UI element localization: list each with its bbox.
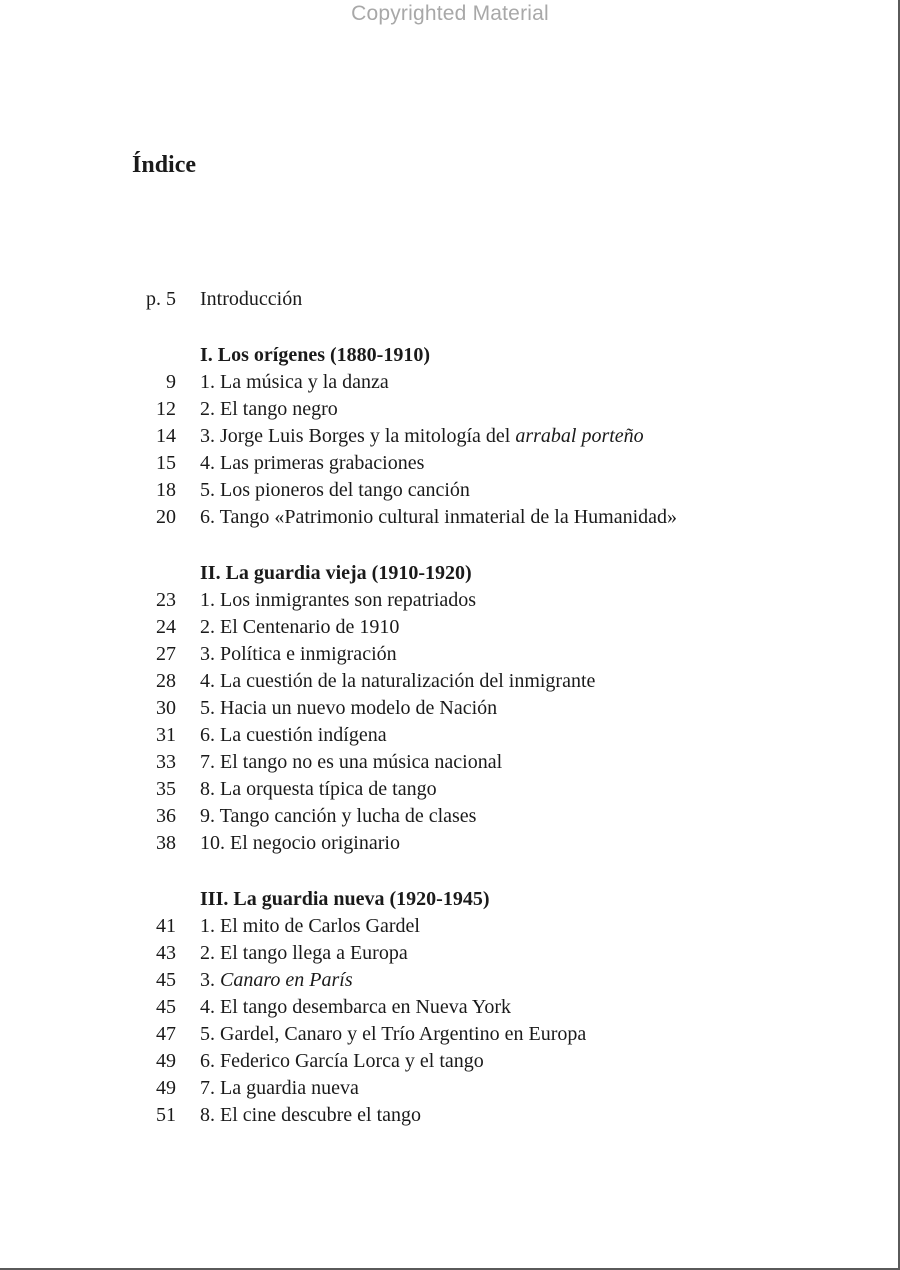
toc-entry[interactable] (0, 396, 900, 423)
toc-entry-title (200, 614, 399, 641)
toc-sections (0, 342, 900, 1129)
toc-entry[interactable] (0, 1021, 900, 1048)
toc-entry[interactable] (0, 722, 900, 749)
toc-entry[interactable] (0, 803, 900, 830)
toc-page-number: 51 (156, 1104, 176, 1126)
section-heading[interactable]: I. Los orígenes (1880-1910) (200, 344, 430, 366)
toc-page-number: 12 (156, 398, 176, 420)
toc-entry-text: 3. (200, 969, 220, 991)
toc-entry-title (200, 913, 420, 940)
toc-entry-text: 3. Jorge Luis Borges y la mitología del (200, 425, 516, 447)
toc-entry[interactable] (0, 641, 900, 668)
toc-entry-italic-text: arrabal porteño (515, 425, 644, 447)
toc-entry-text: 4. El tango desembarca en Nueva York (200, 996, 512, 1018)
toc-entry-text: 6. Federico García Lorca y el tango (200, 1050, 484, 1072)
toc-entry-title (200, 695, 497, 722)
toc-entry-title (200, 668, 595, 695)
toc-page-number: 43 (156, 942, 176, 964)
toc-entry[interactable] (0, 994, 900, 1021)
toc-entry[interactable] (0, 830, 900, 857)
toc-section-3 (0, 886, 900, 1129)
toc-entry-text: 9. Tango canción y lucha de clases (200, 805, 477, 827)
toc-entry-text: 1. La música y la danza (200, 371, 389, 393)
toc-entry-title (200, 967, 353, 994)
toc-entry-title (200, 722, 387, 749)
toc-entry-title (200, 369, 389, 396)
toc-page-number: 38 (156, 832, 176, 854)
toc-page-number: 49 (156, 1050, 176, 1072)
toc-entry[interactable] (0, 749, 900, 776)
toc-entry[interactable] (0, 587, 900, 614)
toc-entry[interactable] (0, 1102, 900, 1129)
toc-entry[interactable] (0, 1075, 900, 1102)
toc-page-number: 41 (156, 915, 176, 937)
toc-page-number: 20 (156, 506, 176, 528)
toc-section-1 (0, 342, 900, 531)
toc-page-number: 33 (156, 751, 176, 773)
toc-entry-text: 4. Las primeras grabaciones (200, 452, 425, 474)
toc-entry[interactable] (0, 776, 900, 803)
toc-entry-text: 2. El Centenario de 1910 (200, 616, 400, 638)
toc-page-number: 45 (156, 969, 176, 991)
toc-entry-text: 6. Tango «Patrimonio cultural inmaterial de la Humanidad» (200, 506, 678, 528)
toc-page-number: 36 (156, 805, 176, 827)
section-heading[interactable]: II. La guardia vieja (1910-1920) (200, 562, 472, 584)
toc-page-number: 27 (156, 643, 176, 665)
table-of-contents (0, 286, 900, 1129)
toc-entry-text: 4. La cuestión de la naturalización del inmigrante (200, 670, 596, 692)
toc-entry-title (200, 423, 644, 450)
toc-entry-title (200, 749, 502, 776)
toc-entry[interactable] (0, 423, 900, 450)
toc-page-number: 18 (156, 479, 176, 501)
toc-entry-title (200, 396, 338, 423)
toc-page-number: 30 (156, 697, 176, 719)
toc-entry-intro[interactable] (0, 286, 900, 313)
toc-entry-text: 10. El negocio originario (200, 832, 400, 854)
toc-entry[interactable] (0, 913, 900, 940)
toc-page-number: p. 5 (146, 288, 176, 310)
toc-entry-italic-text: Canaro en París (220, 969, 353, 991)
toc-entry-text: 7. El tango no es una música nacional (200, 751, 503, 773)
toc-page-number: 15 (156, 452, 176, 474)
toc-entry-title (200, 940, 408, 967)
toc-page-number: 28 (156, 670, 176, 692)
toc-page-number: 9 (166, 371, 176, 393)
toc-entry-text: 5. Gardel, Canaro y el Trío Argentino en Europa (200, 1023, 587, 1045)
toc-entry-title (200, 477, 470, 504)
toc-page-number: 23 (156, 589, 176, 611)
toc-entry-text: 5. Hacia un nuevo modelo de Nación (200, 697, 498, 719)
toc-entry-text: 2. El tango llega a Europa (200, 942, 408, 964)
toc-entry-text: 2. El tango negro (200, 398, 338, 420)
toc-entry-title (200, 803, 476, 830)
toc-page-number: 47 (156, 1023, 176, 1045)
toc-page-number: 49 (156, 1077, 176, 1099)
toc-entry[interactable] (0, 940, 900, 967)
toc-entry[interactable] (0, 668, 900, 695)
toc-entry[interactable] (0, 450, 900, 477)
toc-entry-title (200, 641, 397, 668)
toc-entry-text: 6. La cuestión indígena (200, 724, 387, 746)
toc-page-number: 31 (156, 724, 176, 746)
toc-entry-text: 1. Los inmigrantes son repatriados (200, 589, 477, 611)
section-heading[interactable]: III. La guardia nueva (1920-1945) (200, 888, 490, 910)
toc-entry-title (200, 994, 511, 1021)
toc-entry[interactable] (0, 967, 900, 994)
toc-entry[interactable] (0, 695, 900, 722)
toc-entry-text: 8. El cine descubre el tango (200, 1104, 422, 1126)
toc-entry-text: 8. La orquesta típica de tango (200, 778, 437, 800)
toc-page-number: 35 (156, 778, 176, 800)
copyright-watermark: Copyrighted Material (351, 2, 549, 25)
toc-entry-text: 3. Política e inmigración (200, 643, 397, 665)
toc-entry-text: 5. Los pioneros del tango canción (200, 479, 470, 501)
toc-entry[interactable] (0, 1048, 900, 1075)
page-title: Índice (132, 152, 197, 178)
toc-page-number: 45 (156, 996, 176, 1018)
toc-entry-title (200, 450, 424, 477)
toc-page-number: 24 (156, 616, 176, 638)
toc-entry-text: 1. El mito de Carlos Gardel (200, 915, 420, 937)
toc-entry[interactable] (0, 369, 900, 396)
toc-entry-title (200, 1075, 359, 1102)
toc-entry-title (200, 776, 437, 803)
toc-entry-title (200, 1021, 586, 1048)
toc-entry[interactable] (0, 504, 900, 531)
toc-page-number: 14 (156, 425, 176, 447)
toc-entry-title (200, 587, 476, 614)
toc-entry-title (200, 504, 677, 531)
toc-section-2 (0, 560, 900, 857)
toc-entry-title (200, 830, 400, 857)
toc-entry[interactable] (0, 614, 900, 641)
toc-entry-title: Introducción (200, 288, 303, 310)
toc-entry-text: 7. La guardia nueva (200, 1077, 359, 1099)
toc-entry-title (200, 1048, 484, 1075)
toc-entry[interactable] (0, 477, 900, 504)
toc-entry-title (200, 1102, 421, 1129)
